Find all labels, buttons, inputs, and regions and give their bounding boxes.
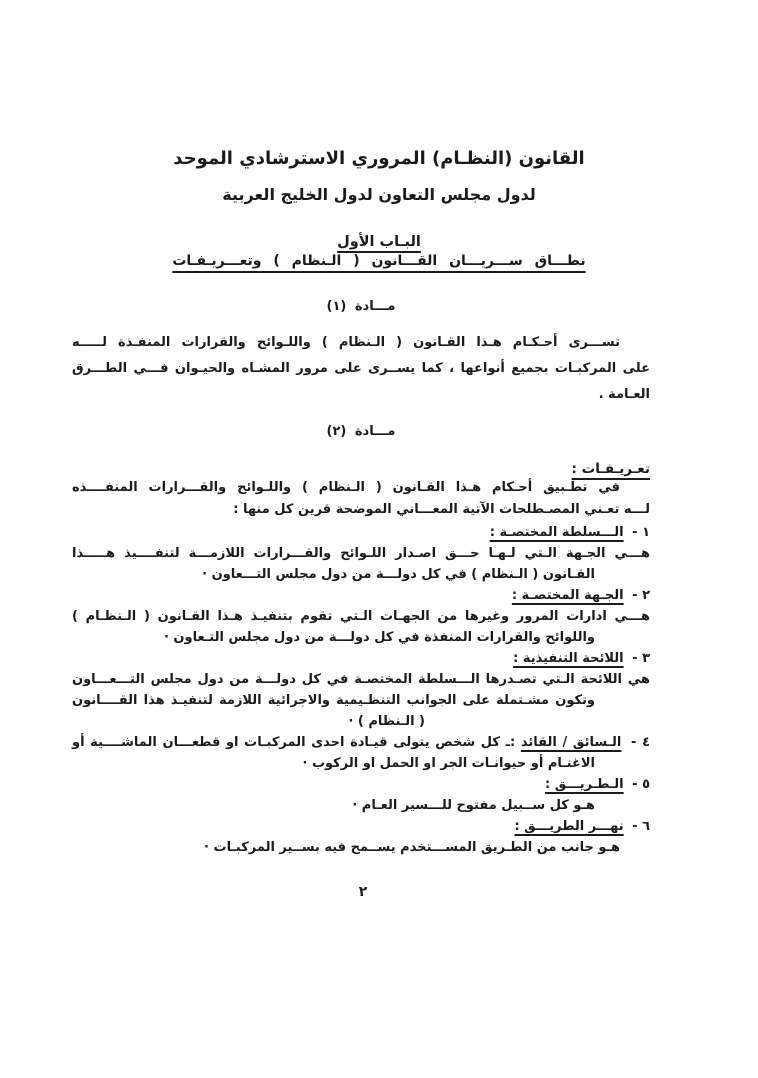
definition-number: ٦ - [627,819,650,834]
definition-number: ١ - [627,525,650,540]
paragraph-line: تســـرى أحـكـام هـذا القـانون ( الـنظام ) واللـوائح والقرارات المنفـذة لـــــه [72,335,620,350]
chapter-heading-wrap [0,218,758,250]
definition-term-rest: :ـ كل شخص يتولى قيـادة احدى المركبـات او قطعـــان الماشــــية أو [72,735,516,750]
definition-term: الـطـريـــق : [544,777,624,792]
definition-line: هـــي ادارات المرور وغيرها من الجهـات الـتي تقوم بتنفيـذ هـذا القـانون ( الـنظـام ) [72,609,650,624]
definition-line: الاغنـام أو حيوانـات الجر او الحمل او الركوب · [302,756,595,771]
document-title-line-1: القانون (النظـام) المروري الاسترشادي الموحد [173,148,585,169]
article-1-paragraph [72,330,650,408]
definition-number: ٥ - [627,777,650,792]
definitions-label-wrap [72,439,650,477]
definition-term-line [72,732,650,753]
definition-line: هي اللائحة الـتي تصـدرها الـــسلطة المختصـة في كل دولـــة من دول مجلس التـــعـــاون [72,672,650,687]
definition-line: هـو جانب من الطـريق المســـتخدم يســمح فيه بســير المركبـات · [204,840,620,855]
definition-item [72,648,650,732]
definition-term: الـــسلطة المختصـة : [489,525,624,540]
definition-term-line [72,522,650,543]
definition-item [72,816,650,858]
chapter-subtitle: نطـــاق ســـريـــان القـــانون ( الـنظام ) وتعـــريـفـات [172,253,586,269]
definition-line: واللوائح والقرارات المنفذة في كل دولـــة من دول مجلس التـعاون · [163,630,595,645]
definitions-intro-line: في تطـبيق أحـكام هـذا القـانون ( الـنظام ) واللـوائح والقـــرارات المنفــــذه [72,480,620,495]
definition-number: ٤ - [625,735,650,750]
definition-term-line [72,816,650,837]
definition-term: الـسائق / القائد [520,735,622,750]
definition-item [72,585,650,648]
definitions-intro [72,477,650,521]
definition-item [72,774,650,816]
document-header [0,0,758,269]
definition-line: ( الـنظام ) · [348,714,425,729]
definition-line: هـو كل ســبيل مفتوح للـــسير العـام · [352,798,595,813]
definitions-label: تعـريـفـات : [571,461,650,477]
definition-number: ٢ - [627,588,650,603]
page-number: ٢ [358,884,368,900]
definition-number: ٣ - [627,651,650,666]
chapter-heading: البـاب الأول [337,234,421,250]
definition-term: اللائحة التنفيذية : [513,651,624,666]
article-1-heading: مـــادة (١) [326,299,396,314]
article-2-heading: مـــادة (٢) [326,424,396,439]
paragraph-line: العـامة . [598,387,650,402]
definition-item [72,522,650,585]
definitions-intro-line: لـــه تعـني المصـطلحات الآتية المعـــاني الموضحة قرين كل منها : [233,502,650,517]
paragraph-line: على المركبـات بجميع أنواعها ، كما يســرى على مرور المشـاه والحيـوان فـــي الطـــرق [72,361,650,376]
document-title-line-2: لدول مجلس التعاون لدول الخليج العربية [222,185,536,204]
definition-line: هـــي الجـهة الـتي لـهـا حـــق اصـدار اللـوائح والقـــرارات اللازمـــة لتنفــــيذ هـــــذا [72,546,650,561]
definition-line: القـانون ( الـنظام ) في كل دولـــة من دول مجلس التـــعاون · [202,567,595,582]
definition-term-line [72,585,650,606]
definition-term: نهـــر الطريـــق : [514,819,624,834]
definition-term-line [72,774,650,795]
definition-line: وتكون مشـتملة على الجوانب التنظـيمية والاجرائية اللازمة لتنفيـذ هذا القــــانون [72,693,595,708]
document-body [72,299,650,858]
definitions-list [72,522,650,858]
definition-item [72,732,650,774]
definition-term: الجـهة المختصـة : [511,588,624,603]
definition-term-line [72,648,650,669]
